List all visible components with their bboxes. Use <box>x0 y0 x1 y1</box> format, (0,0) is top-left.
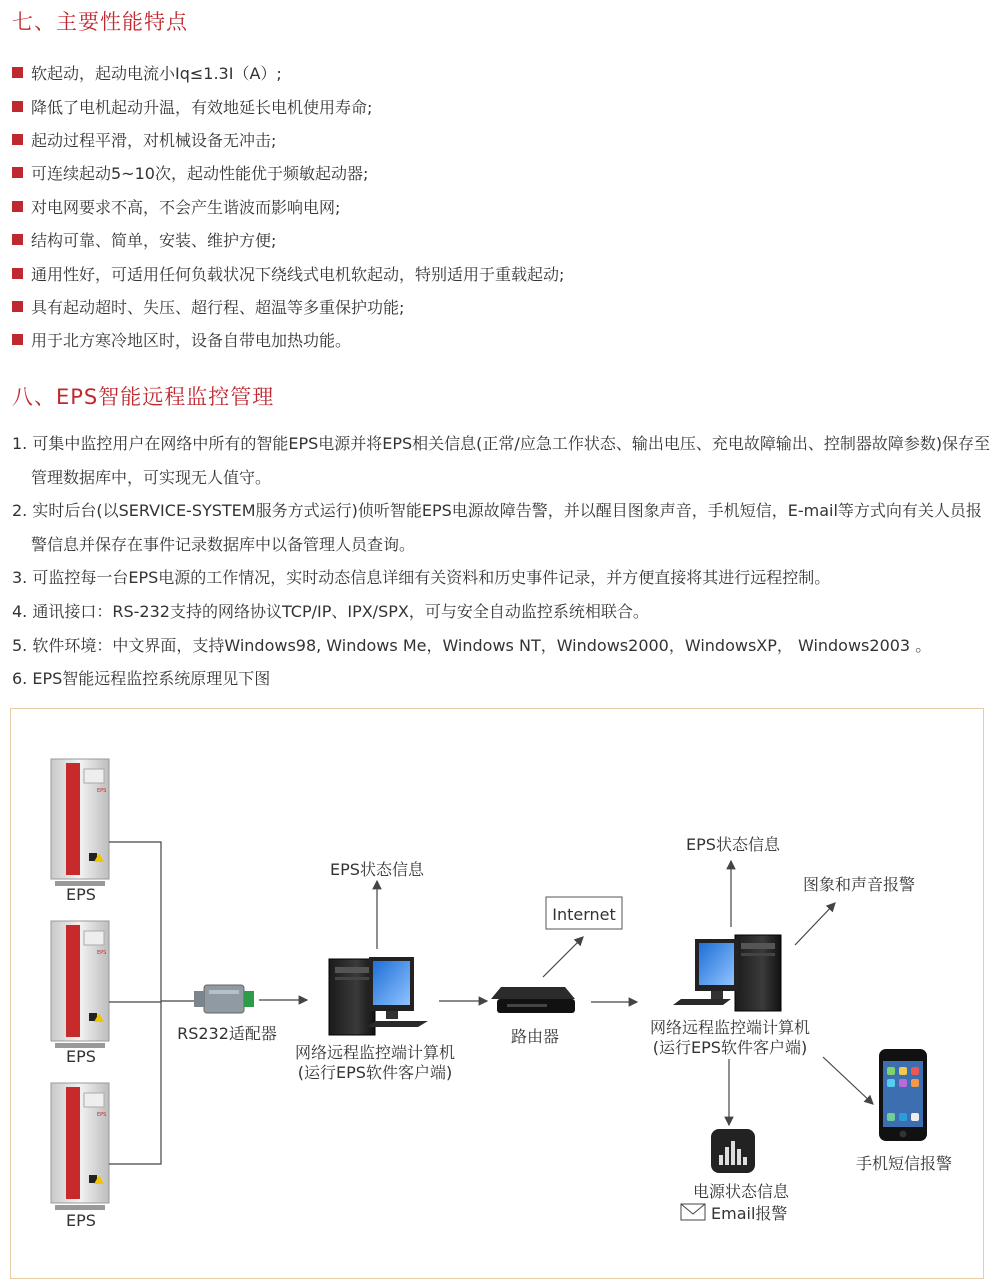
eps-label-2: EPS <box>66 1047 96 1066</box>
envelope-icon <box>681 1204 705 1220</box>
list-item: 通用性好，可适用任何负载状况下绕线式电机软起动，特别适用于重载起动; <box>12 256 564 289</box>
rs232-adapter-icon <box>194 985 254 1013</box>
computer-icon <box>329 957 428 1035</box>
bullet-square-icon <box>12 167 23 178</box>
list-item: 降低了电机起动升温，有效地延长电机使用寿命; <box>12 89 564 122</box>
list-item: 1. 可集中监控用户在网络中所有的智能EPS电源并将EPS相关信息(正常/应急工作状态、输出电压、充电故障输出、控制器故障参数)保存至管理数据库中，可实现无人值守。 <box>12 434 991 487</box>
bullet-square-icon <box>12 101 23 112</box>
bullet-square-icon <box>12 234 23 245</box>
list-item: 起动过程平滑，对机械设备无冲击; <box>12 123 564 156</box>
pc1-status-label: EPS状态信息 <box>330 860 424 879</box>
eps-label-1: EPS <box>66 885 96 904</box>
list-item: 2. 实时后台(以SERVICE-SYSTEM服务方式运行)侦听智能EPS电源故障告警，并以醒目图象声音，手机短信，E-mail等方式向有关人员报警信息并保存在事件记录数据库中以备管理人员查询。 <box>12 501 982 554</box>
bullet-square-icon <box>12 67 23 78</box>
eps-cabinet-3 <box>51 1083 109 1210</box>
eps-label-3: EPS <box>66 1211 96 1230</box>
list-item: 5. 软件环境：中文界面，支持Windows98, Windows Me，Windows NT，Windows2000，WindowsXP， Windows2003 。 <box>12 635 932 655</box>
pc2-status-label: EPS状态信息 <box>686 835 780 854</box>
list-item: 3. 可监控每一台EPS电源的工作情况，实时动态信息详细有关资料和历史事件记录，并方便直接将其进行远程控制。 <box>12 568 831 588</box>
bullet-square-icon <box>12 201 23 212</box>
system-diagram <box>10 708 984 1279</box>
av-alarm-label: 图象和声音报警 <box>803 875 916 894</box>
bullet-square-icon <box>12 301 23 312</box>
section8-title: 八、EPS智能远程监控管理 <box>12 385 275 409</box>
router-label: 路由器 <box>510 1027 560 1046</box>
cabinet-badge: EPS <box>97 1112 107 1118</box>
list-item: 结构可靠、简单，安装、维护方便; <box>12 223 564 256</box>
pc1-caption: 网络远程监控端计算机 (运行EPS软件客户端) <box>294 1043 456 1082</box>
equalizer-icon <box>711 1129 755 1173</box>
diagram-graphics <box>11 709 983 1278</box>
adapter-label: RS232适配器 <box>177 1024 277 1043</box>
list-item: 具有起动超时、失压、超行程、超温等多重保护功能; <box>12 290 564 323</box>
email-alarm-label: Email报警 <box>711 1204 788 1223</box>
computer-icon <box>673 935 781 1011</box>
cabinet-badge: EPS <box>97 950 107 956</box>
list-item: 可连续起动5~10次，起动性能优于频敏起动器; <box>12 156 564 189</box>
power-status-label: 电源状态信息 <box>692 1182 790 1201</box>
eps-cabinet-1 <box>51 759 109 886</box>
list-item: 用于北方寒冷地区时，设备自带电加热功能。 <box>12 323 564 356</box>
list-item: 对电网要求不高，不会产生谐波而影响电网; <box>12 190 564 223</box>
bullet-square-icon <box>12 334 23 345</box>
list-item: 4. 通讯接口：RS-232支持的网络协议TCP/IP、IPX/SPX，可与安全自动监控系统相联合。 <box>12 601 649 621</box>
pc2-caption: 网络远程监控端计算机 (运行EPS软件客户端) <box>649 1018 811 1057</box>
numbered-list <box>12 427 992 696</box>
eps-cabinet-2 <box>51 921 109 1048</box>
sms-alarm-label: 手机短信报警 <box>855 1154 953 1173</box>
bullet-square-icon <box>12 268 23 279</box>
list-item: 6. EPS智能远程监控系统原理见下图 <box>12 669 271 689</box>
bullet-square-icon <box>12 134 23 145</box>
router-icon <box>491 987 575 1013</box>
internet-label: Internet <box>552 905 616 924</box>
phone-icon <box>879 1049 927 1141</box>
feature-list <box>12 56 564 357</box>
list-item: 软起动，起动电流小Iq≤1.3I（A）; <box>12 56 564 89</box>
section7-title: 七、主要性能特点 <box>12 10 188 34</box>
cabinet-badge: EPS <box>97 788 107 794</box>
